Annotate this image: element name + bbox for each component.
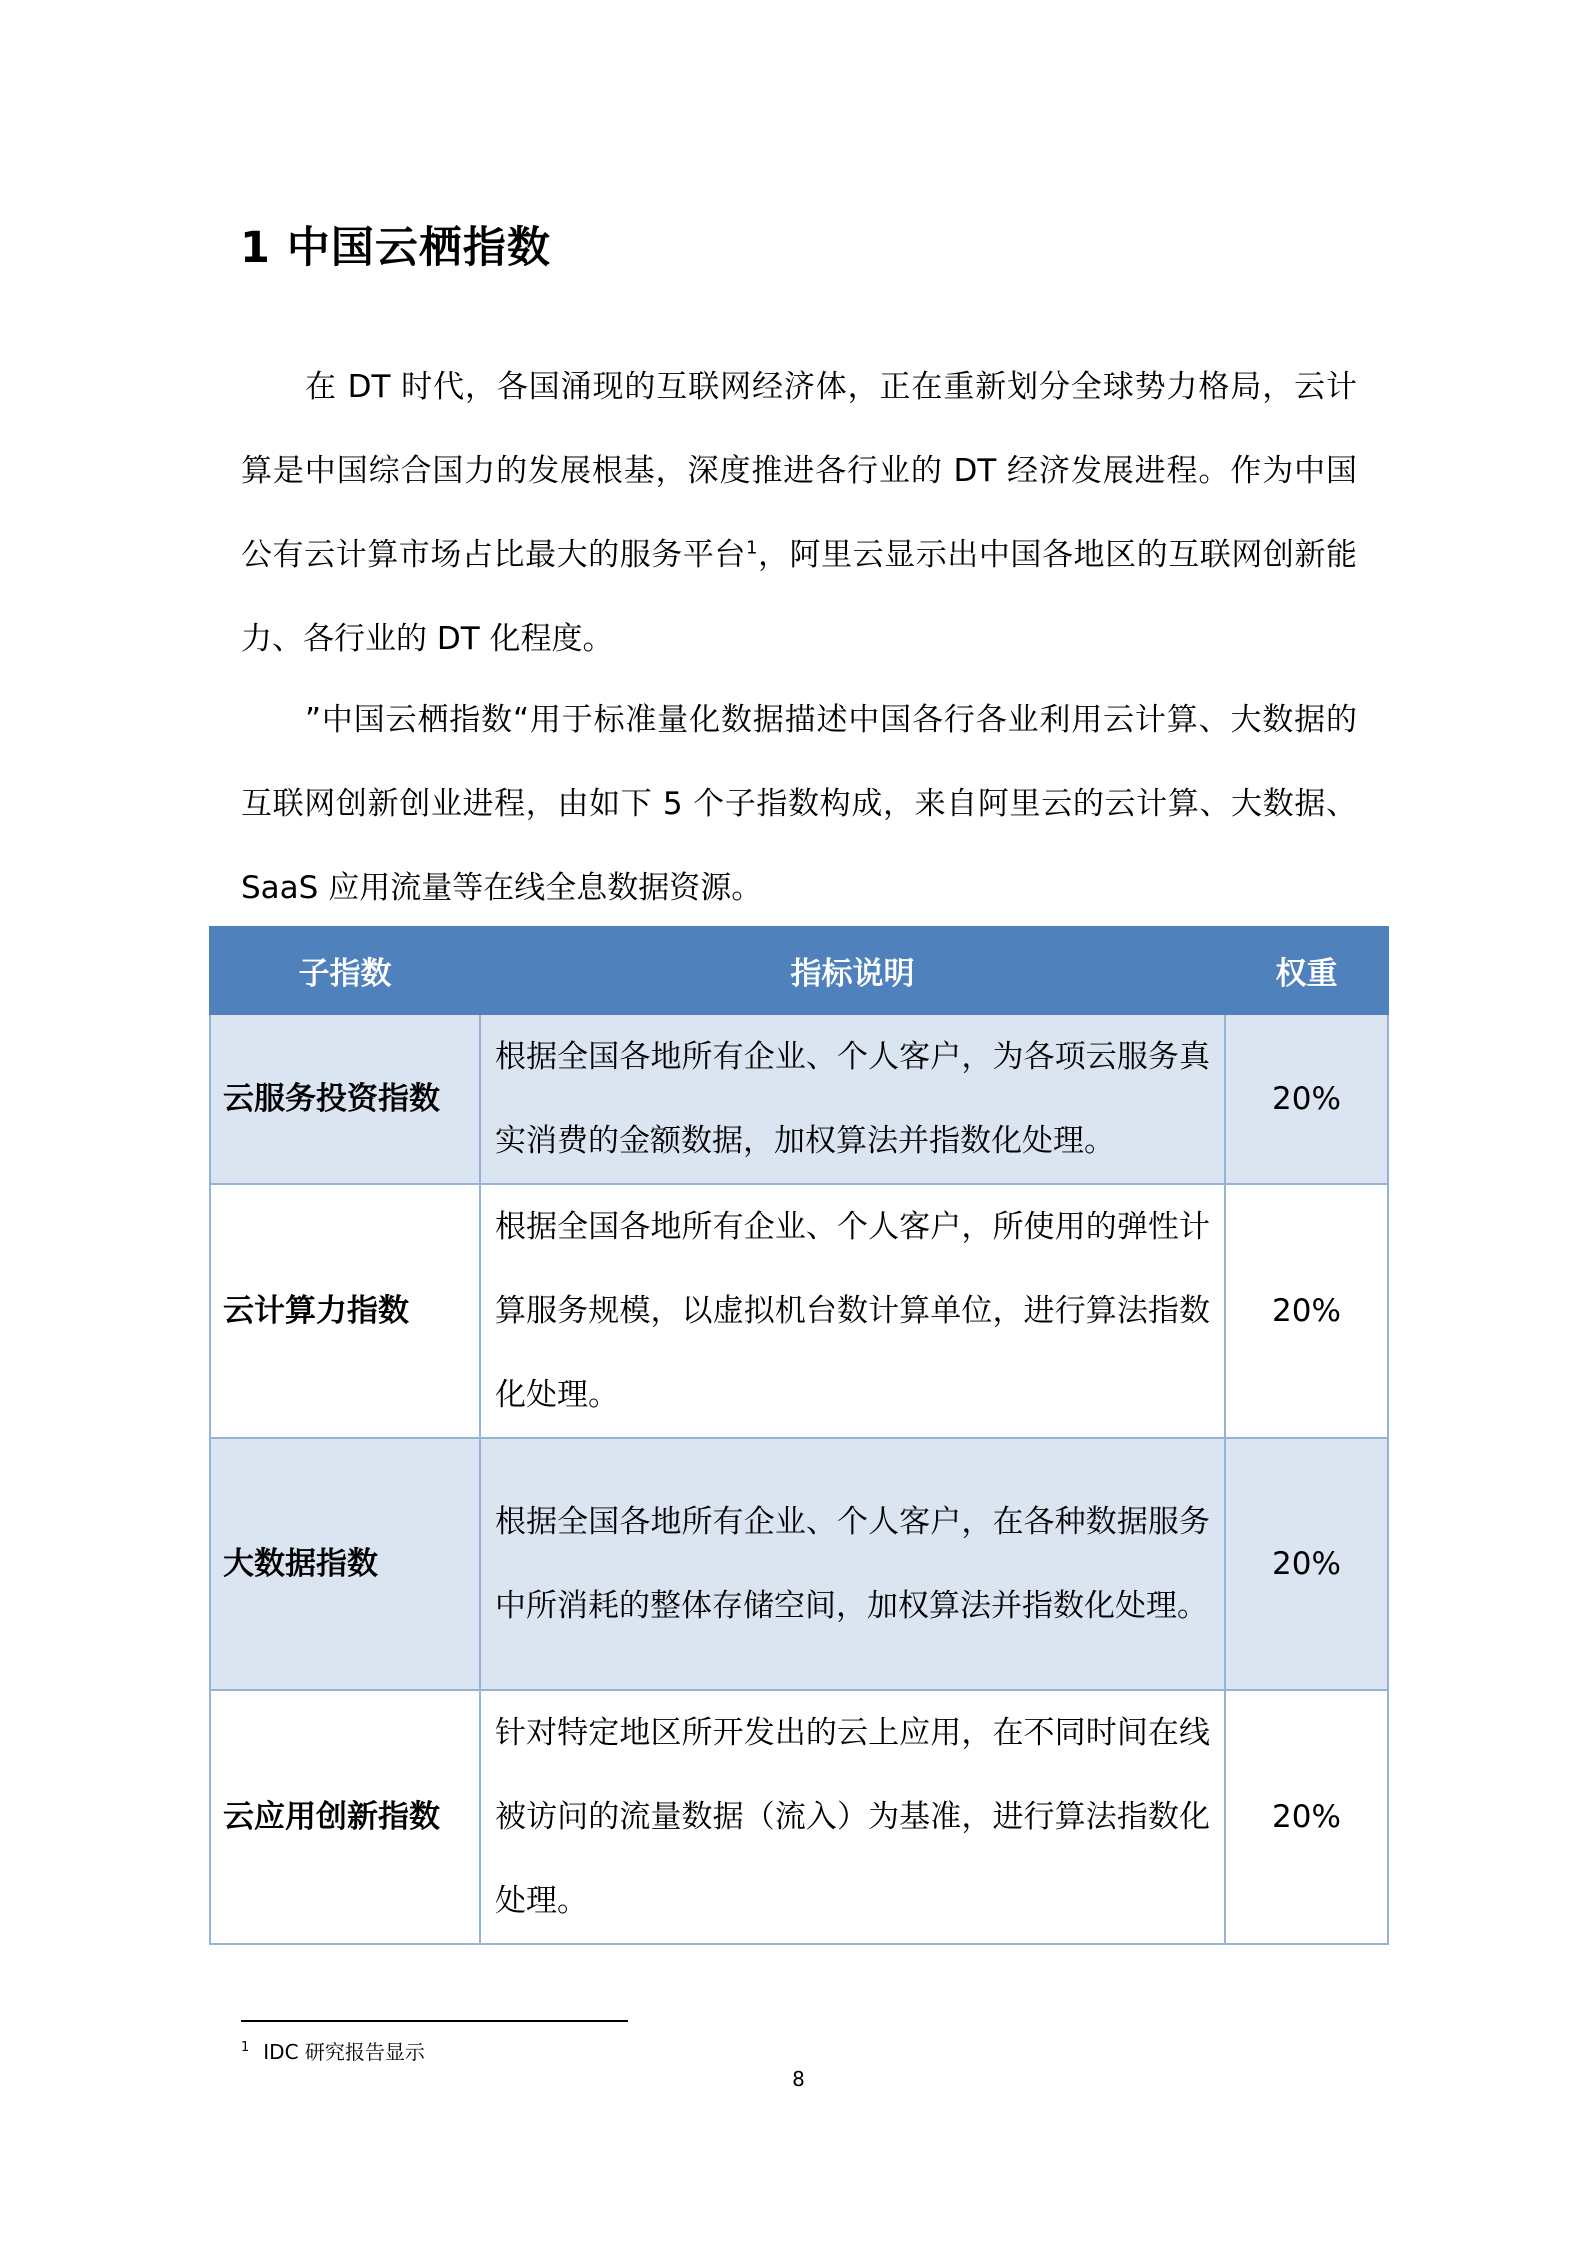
row-weight: 20% (1225, 1438, 1388, 1690)
row-description: 根据全国各地所有企业、个人客户，在各种数据服务中所消耗的整体存储空间，加权算法并指数化处理。 (480, 1438, 1225, 1690)
header-sub-index: 子指数 (210, 927, 480, 1014)
row-weight: 20% (1225, 1184, 1388, 1438)
intro-paragraph-1 (241, 345, 1357, 681)
page-number: 8 (792, 2067, 805, 2091)
header-description: 指标说明 (480, 927, 1225, 1014)
footnote-text: IDC 研究报告显示 (263, 2040, 425, 2064)
paragraph-text: ，阿里云显示出中国各地区的互联网创新能力、各行业的 DT 化程度。 (241, 537, 1357, 657)
footnote-divider (241, 2020, 628, 2022)
row-name: 云计算力指数 (210, 1184, 480, 1438)
table-row (210, 1438, 1388, 1690)
row-name: 大数据指数 (210, 1438, 480, 1690)
table-header-row (210, 927, 1388, 1014)
intro-paragraph-2 (241, 678, 1357, 930)
row-description: 针对特定地区所开发出的云上应用，在不同时间在线被访问的流量数据（流入）为基准，进行算法指数化处理。 (480, 1690, 1225, 1944)
footnote-ref[interactable]: 1 (745, 537, 758, 559)
table-row (210, 1690, 1388, 1944)
footnote (241, 2036, 425, 2065)
footnote-number: 1 (241, 2040, 250, 2056)
table-row (210, 1014, 1388, 1184)
row-name: 云应用创新指数 (210, 1690, 480, 1944)
header-weight: 权重 (1225, 927, 1388, 1014)
paragraph-text: 在 DT 时代，各国涌现的互联网经济体，正在重新划分全球势力格局，云计算是中国综合国力的发展根基，深度推进各行业的 DT 经济发展进程。作为中国公有云计算市场占比最大的服务平台 (241, 369, 1357, 573)
row-description: 根据全国各地所有企业、个人客户，为各项云服务真实消费的金额数据，加权算法并指数化处理。 (480, 1014, 1225, 1184)
row-name: 云服务投资指数 (210, 1014, 480, 1184)
row-description: 根据全国各地所有企业、个人客户，所使用的弹性计算服务规模，以虚拟机台数计算单位，进行算法指数化处理。 (480, 1184, 1225, 1438)
table-row (210, 1184, 1388, 1438)
sub-index-table (209, 926, 1389, 1945)
row-weight: 20% (1225, 1690, 1388, 1944)
paragraph-text: ”中国云栖指数“用于标准量化数据描述中国各行各业利用云计算、大数据的互联网创新创业进程，由如下 5 个子指数构成，来自阿里云的云计算、大数据、SaaS 应用流量等在线全息数据资源。 (241, 702, 1357, 906)
section-heading: 1 中国云栖指数 (240, 223, 551, 273)
row-weight: 20% (1225, 1014, 1388, 1184)
